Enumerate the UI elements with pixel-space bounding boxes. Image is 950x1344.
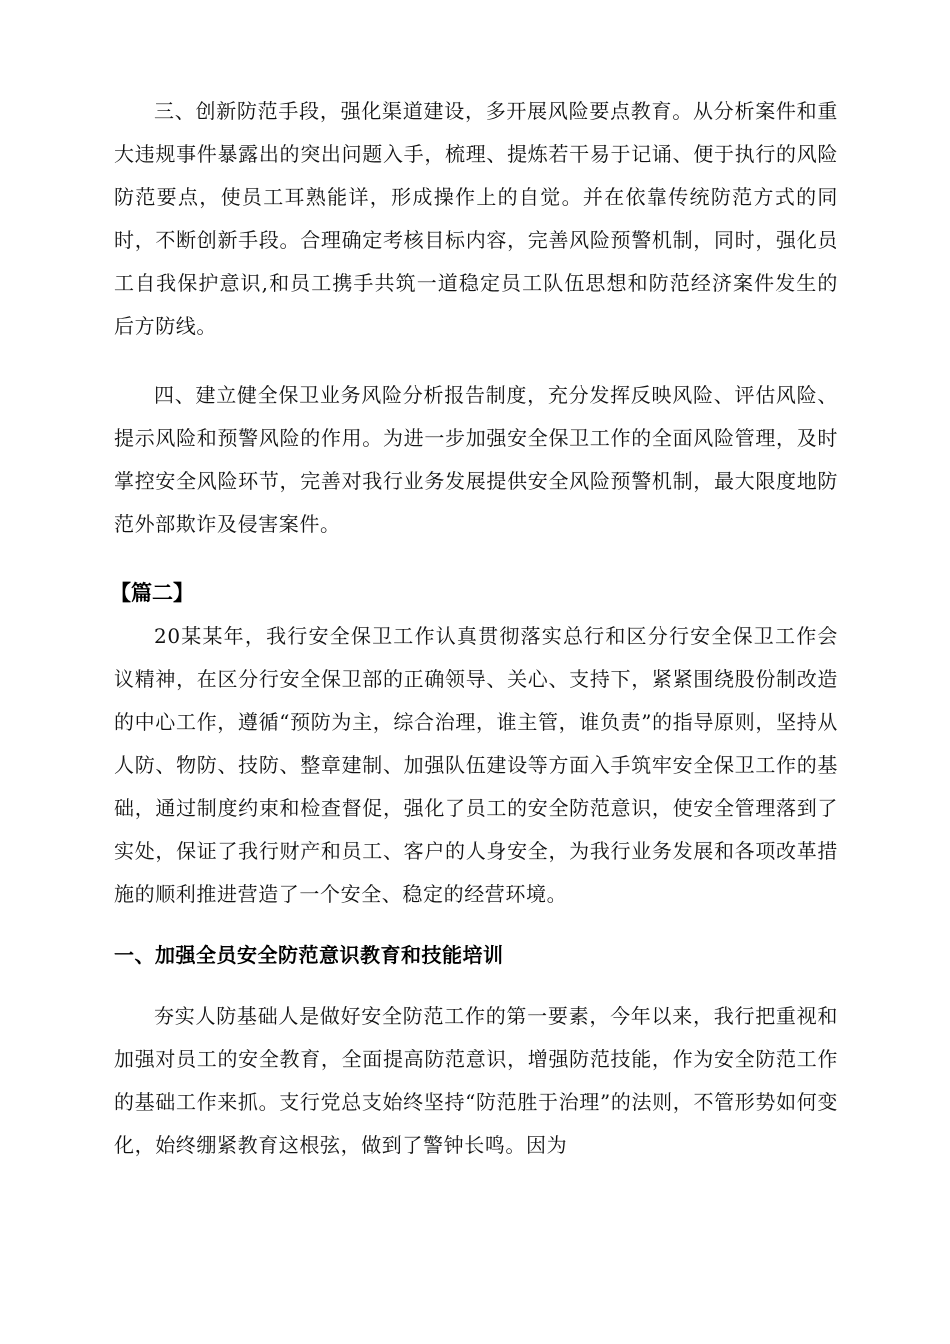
paragraph-annual-summary: 20某某年，我行安全保卫工作认真贯彻落实总行和区分行安全保卫工作会议精神，在区分行安全保卫部的正确领导、关心、支持下，紧紧围绕股份制改造的中心工作，遵循“预防为主，综合治理，谁主管，谁负责”的指导原则，坚持从人防、物防、技防、整章建制、加强队伍建设等方面入手筑牢安全保卫工作的基础，通过制度约束和检查督促，强化了员工的安全防范意识，使安全管理落到了实处，保证了我行财产和员工、客户的人身安全，为我行业务发展和各项改革措施的顺利推进营造了一个安全、稳定的经营环境。 bbox=[114, 624, 838, 906]
document-body bbox=[110, 90, 838, 1167]
section-heading-safety-education: 一、加强全员安全防范意识教育和技能培训 bbox=[114, 943, 504, 967]
paragraph-innovate-prevention: 三、创新防范手段，强化渠道建设，多开展风险要点教育。从分析案件和重大违规事件暴露出的突出问题入手，梳理、提炼若干易于记诵、便于执行的风险防范要点，使员工耳熟能详，形成操作上的自觉。并在依靠传统防范方式的同时，不断创新手段。合理确定考核目标内容，完善风险预警机制，同时，强化员工自我保护意识,和员工携手共筑一道稳定员工队伍思想和防范经济案件发生的后方防线。 bbox=[114, 99, 838, 338]
paragraph-risk-analysis-report: 四、建立健全保卫业务风险分析报告制度，充分发挥反映风险、评估风险、提示风险和预警风险的作用。为进一步加强安全保卫工作的全面风险管理，及时掌控安全风险环节，完善对我行业务发展提供安全风险预警机制，最大限度地防范外部欺诈及侵害案件。 bbox=[114, 383, 838, 536]
paragraph-personnel-defense: 夯实人防基础人是做好安全防范工作的第一要素，今年以来，我行把重视和加强对员工的安全教育，全面提高防范意识，增强防范技能，作为安全防范工作的基础工作来抓。支行党总支始终坚持“防范胜于治理”的法则，不管形势如何变化，始终绷紧教育这根弦，做到了警钟长鸣。因为 bbox=[114, 1004, 838, 1157]
section-tag-part-two: 【篇二】 bbox=[110, 581, 194, 605]
